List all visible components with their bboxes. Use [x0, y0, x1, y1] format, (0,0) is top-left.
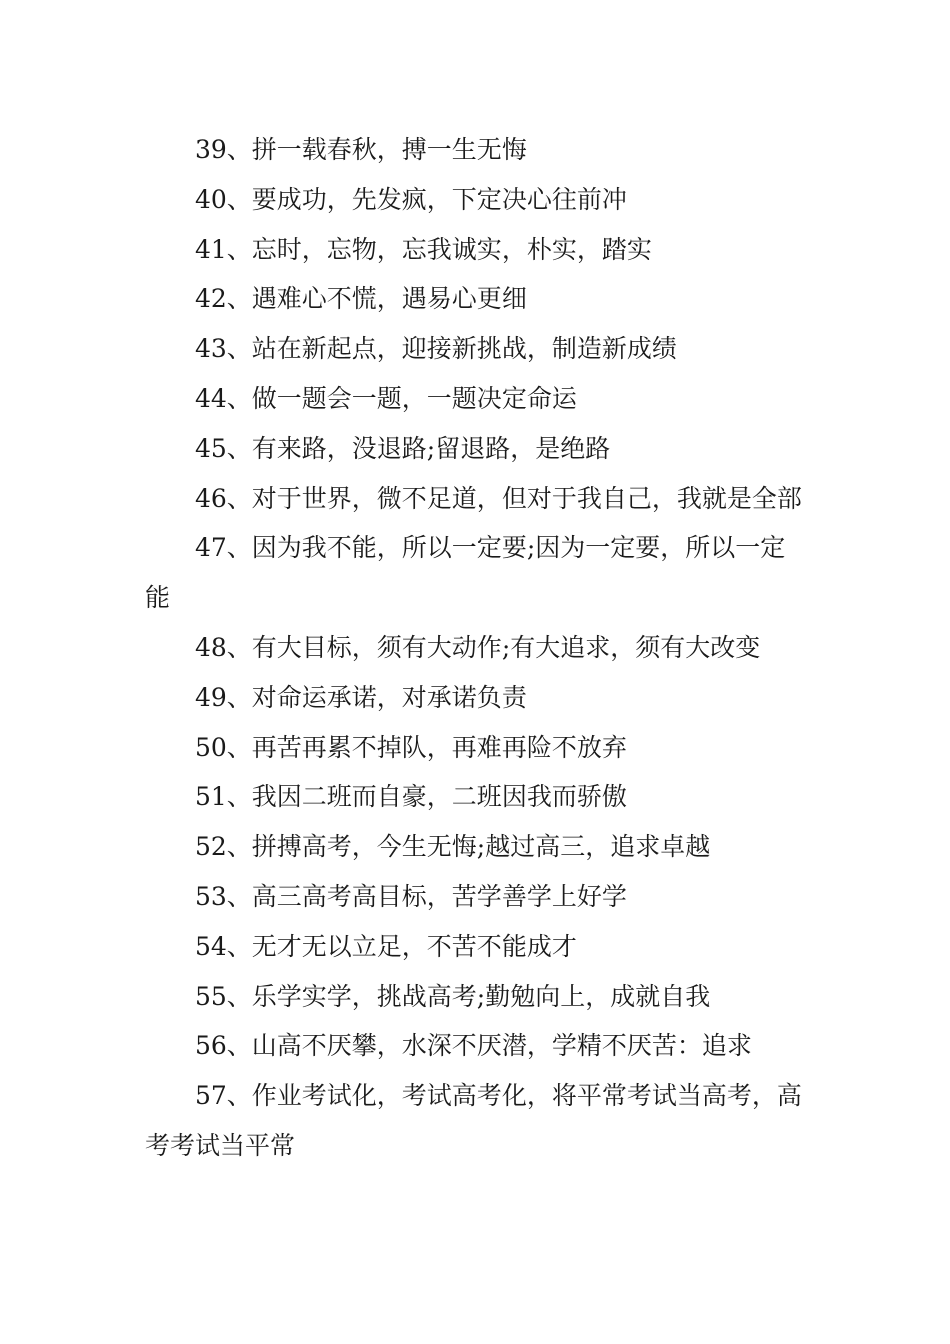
paragraph-51: 51、我因二班而自豪，二班因我而骄傲 — [195, 782, 627, 812]
paragraph-39: 39、拼一载春秋，搏一生无悔 — [195, 135, 527, 164]
paragraph-43: 43、站在新起点，迎接新挑战，制造新成绩 — [195, 334, 677, 364]
paragraph-55: 55、乐学实学，挑战高考;勤勉向上，成就自我 — [195, 981, 711, 1011]
paragraph-44: 44、做一题会一题，一题决定命运 — [195, 383, 577, 413]
paragraph-42: 42、遇难心不慌，遇易心更细 — [195, 284, 527, 314]
paragraph-57: 57、作业考试化，考试高考化，将平常考试当高考，高考考试当平常 — [145, 1081, 802, 1160]
document-body — [145, 125, 810, 1171]
paragraph-52: 52、拼搏高考，今生无悔;越过高三，追求卓越 — [195, 832, 711, 862]
paragraph-45: 45、有来路，没退路;留退路，是绝路 — [195, 433, 611, 463]
paragraph-53: 53、高三高考高目标，苦学善学上好学 — [195, 881, 627, 911]
paragraph-40: 40、要成功，先发疯，下定决心往前冲 — [195, 184, 627, 214]
paragraph-56: 56、山高不厌攀，水深不厌潜，学精不厌苦：追求 — [195, 1031, 752, 1061]
paragraph-50: 50、再苦再累不掉队，再难再险不放弃 — [195, 732, 627, 762]
paragraph-48: 48、有大目标，须有大动作;有大追求，须有大改变 — [195, 632, 761, 662]
paragraph-47: 47、因为我不能，所以一定要;因为一定要，所以一定能 — [145, 533, 786, 613]
paragraph-41: 41、忘时，忘物，忘我诚实，朴实，踏实 — [195, 234, 652, 264]
paragraph-54: 54、无才无以立足，不苦不能成才 — [195, 931, 577, 961]
paragraph-49: 49、对命运承诺，对承诺负责 — [195, 682, 527, 712]
paragraph-46: 46、对于世界，微不足道，但对于我自己，我就是全部 — [195, 483, 802, 513]
